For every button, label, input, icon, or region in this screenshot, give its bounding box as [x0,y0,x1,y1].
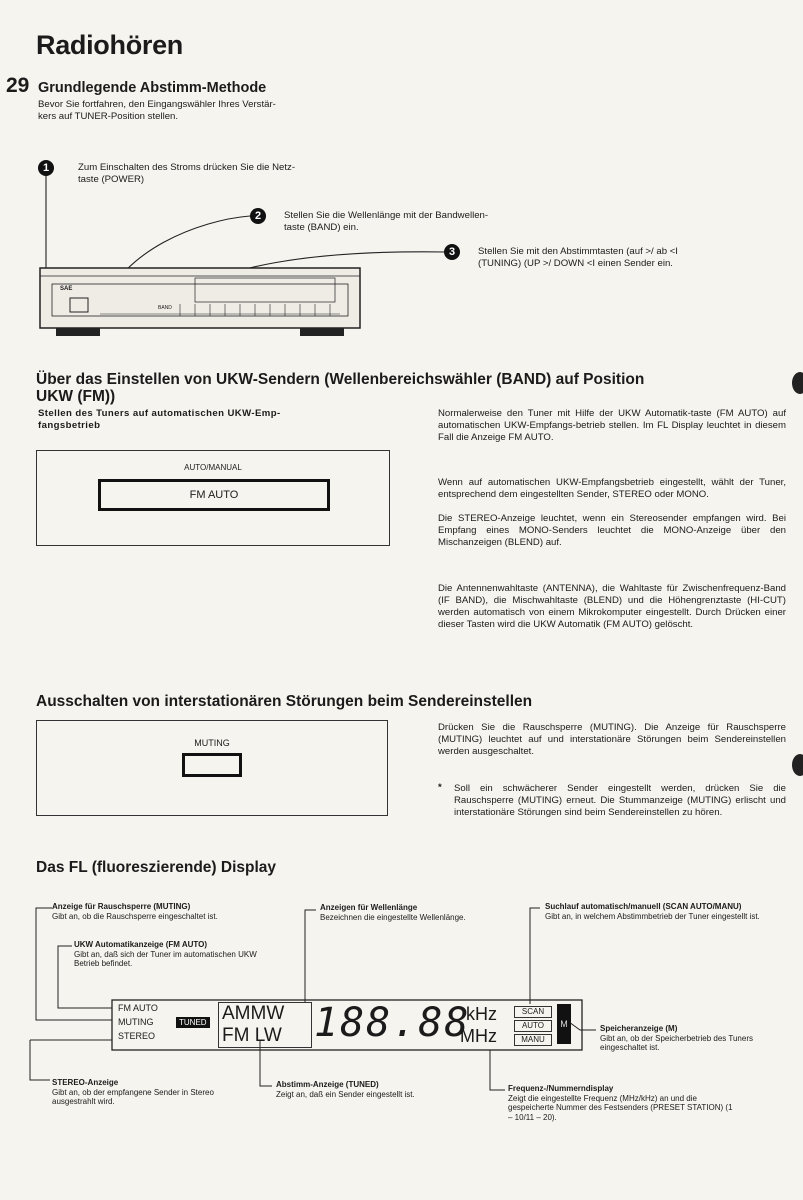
step-3-badge: 3 [444,244,460,260]
section-display-title: Das FL (fluoreszierende) Display [36,859,277,876]
display-manu: MANU [514,1034,552,1046]
annotation-tuned-text: Zeigt an, daß ein Sender eingestellt ist. [276,1089,415,1099]
annotation-stereo-text: Gibt an, ob der empfangene Sender in Stereo ausgestrahlt wird. [52,1087,214,1107]
display-khz: kHz [466,1004,497,1024]
binder-hole-1 [792,372,803,394]
annotation-frequency-text: Zeigt die eingestellte Frequenz (MHz/kHz) an und die gespeicherte Nummer des Festsenders (PRESET STATION) (1 – 10/11 – 20). [508,1093,733,1122]
annotation-memory-title: Speicheranzeige (M) [600,1024,678,1033]
annotation-stereo-title: STEREO-Anzeige [52,1078,119,1087]
binder-hole-2 [792,754,803,776]
fm-paragraph-1: Normalerweise den Tuner mit Hilfe der UKW Automatik-taste (FM AUTO) auf automatischen UKW-Empfangs-betrieb stellen. Im FL Display leuchtet in diesem Fall die Anzeige FM AUTO. [438,408,786,443]
section-basic-intro-2: kers auf TUNER-Position stellen. [38,111,179,122]
display-fm-auto: FM AUTO [118,1003,158,1013]
step-2-badge: 2 [250,208,266,224]
fm-paragraph-2: Wenn auf automatischen UKW-Empfangsbetrieb eingestellt, wählt der Tuner, entsprechend dem eingestellten Sender, STEREO oder MONO. [438,477,786,500]
step-2-text-2: taste (BAND) ein. [284,222,359,233]
step-3-text-1: Stellen Sie mit den Abstimmtasten (auf >/ ab <I [478,246,678,257]
page-title: Radiohören [36,30,184,60]
step-1-badge: 1 [38,160,54,176]
display-muting: MUTING [118,1017,154,1027]
display-digits: 188.88 [314,1000,471,1046]
annotation-frequency-title: Frequenz-/Nummerndisplay [508,1084,614,1093]
annotation-tuned [276,1080,476,1099]
muting-button [182,753,242,777]
annotation-band [320,903,470,922]
annotation-frequency [508,1084,738,1122]
section-muting-title: Ausschalten von interstationären Störungen beim Sendereinstellen [36,693,533,710]
section-fm-title-1: Über das Einstellen von UKW-Sendern (Wellenbereichswähler (BAND) auf Position [36,371,645,388]
section-fm-title-2: UKW (FM)) [36,388,116,405]
annotation-scan-text: Gibt an, in welchem Abstimmbetrieb der Tuner eingestellt ist. [545,911,760,921]
section-fm-subtitle-1: Stellen des Tuners auf automatischen UKW-Emp- [38,408,281,419]
page-number: 29 [6,74,30,97]
display-mhz: MHz [460,1026,497,1046]
annotation-fm-auto-title: UKW Automatikanzeige (FM AUTO) [74,940,208,949]
muting-panel-label: MUTING [194,738,230,748]
step-3-text-2: (TUNING) (UP >/ DOWN <I einen Sender ein. [478,258,673,269]
display-auto: AUTO [514,1020,552,1032]
device-band-label: BAND [158,305,172,311]
fm-paragraph-4: Die Antennenwahltaste (ANTENNA), die Wahltaste für Zwischenfrequenz-Band (IF BAND), die Mischwahltaste (BLEND) und die Höhengrenztaste (HI-CUT) werden automatisch von einem Mikrokomputer eingestellt. Durch Drücken einer dieser Tasten wird die UKW Automatik (FM AUTO) gelöscht. [438,583,786,630]
step-2-text-1: Stellen Sie die Wellenlänge mit der Bandwellen- [284,210,489,221]
display-am-mw: AMMW [222,1003,285,1024]
display-fm-lw: FM LW [222,1025,282,1046]
section-basic-title: Grundlegende Abstimm-Methode [38,80,267,96]
annotation-fm-auto-text: Gibt an, daß sich der Tuner im automatischen UKW Betrieb befindet. [74,949,257,969]
annotation-tuned-title: Abstimm-Anzeige (TUNED) [276,1080,379,1089]
annotation-muting [52,902,292,921]
muting-panel [36,720,388,816]
device-brand-label: SAE [60,286,73,292]
fm-auto-display: FM AUTO [98,479,330,511]
display-stereo: STEREO [118,1031,156,1041]
annotation-memory [600,1024,788,1053]
fm-panel-label: AUTO/MANUAL [184,463,242,472]
section-fm-subtitle-2: fangsbetrieb [38,420,101,431]
step-1-text-2: taste (POWER) [78,174,145,185]
annotation-fm-auto [74,940,284,969]
muting-note: Soll ein schwächerer Sender eingestellt werden, drücken Sie die Rauschsperre (MUTING) erneut. Die Stummanzeige (MUTING) erlischt und interstationäre Störungen sind beim Sendereinstellen zu hören. [454,783,786,818]
annotation-memory-text: Gibt an, ob der Speicherbetrieb des Tuners eingeschaltet ist. [600,1033,753,1053]
annotation-stereo [52,1078,252,1107]
annotation-scan [545,902,785,921]
section-basic-intro-1: Bevor Sie fortfahren, den Eingangswähler Ihres Verstär- [38,99,276,110]
annotation-scan-title: Suchlauf automatisch/manuell (SCAN AUTO/MANU) [545,902,742,911]
annotation-band-text: Bezeichnen die eingestellte Wellenlänge. [320,912,466,922]
annotation-band-title: Anzeigen für Wellenlänge [320,903,418,912]
fm-paragraph-3: Die STEREO-Anzeige leuchtet, wenn ein Stereosender empfangen wird. Bei Empfang eines MONO-Senders leuchtet die MONO-Anzeige über den Mischanzeigen (BLEND) auf. [438,513,786,548]
annotation-muting-text: Gibt an, ob die Rauschsperre eingeschaltet ist. [52,911,218,921]
display-scan: SCAN [514,1006,552,1018]
muting-paragraph-1: Drücken Sie die Rauschsperre (MUTING). Die Anzeige für Rauschsperre (MUTING) leuchtet auf und interstationäre Störungen beim Sendereinstellen werden ausgeschaltet. [438,722,786,757]
display-memory: M [557,1004,571,1044]
annotation-muting-title: Anzeige für Rauschsperre (MUTING) [52,902,191,911]
step-1-text-1: Zum Einschalten des Stroms drücken Sie die Netz- [78,162,296,173]
display-tuned: TUNED [176,1017,210,1028]
fm-panel [36,450,390,546]
muting-note-mark: * [438,782,442,793]
